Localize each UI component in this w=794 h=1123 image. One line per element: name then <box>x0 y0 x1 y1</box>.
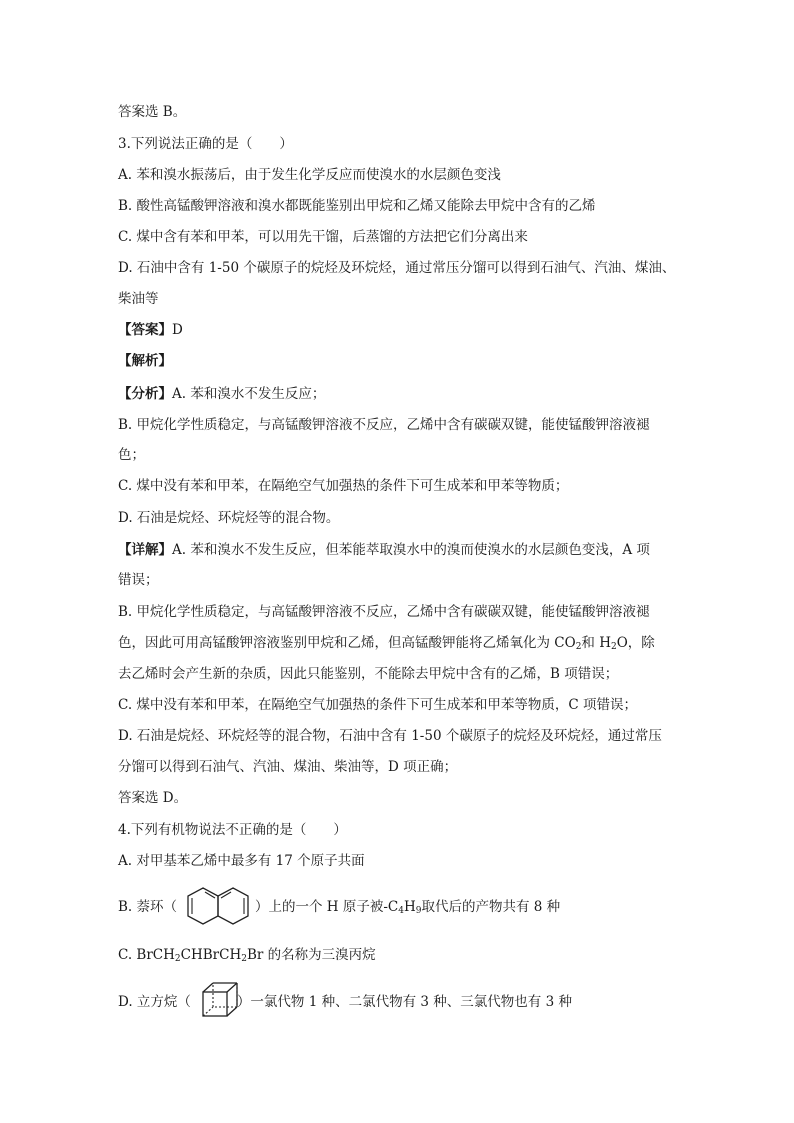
detail-b-line3: 去乙烯时会产生新的杂质，因此只能鉴别，不能除去甲烷中含有的乙烯，B 项错误； <box>118 666 619 682</box>
q4-option-d: D. 立方烷（ ）一氯代物 1 种、二氯代物有 3 种、三氯代物也有 3 种 <box>118 994 572 1010</box>
naphthalene-icon <box>183 882 257 932</box>
cubane-icon <box>197 978 243 1024</box>
fenxi-c: C. 煤中没有苯和甲苯，在隔绝空气加强热的条件下可生成苯和甲苯等物质； <box>118 478 569 494</box>
q3-option-d-line1: D. 石油中含有 1-50 个碳原子的烷烃及环烷烃，通过常压分馏可以得到石油气、汽油、煤油、 <box>118 260 676 276</box>
fenxi-tag: 【分析】 <box>118 386 172 402</box>
detail-a-line2: 错误； <box>118 572 159 588</box>
answer-value: D <box>172 322 183 338</box>
detail-b-line2: 色，因此可用高锰酸钾溶液鉴别甲烷和乙烯，但高锰酸钾能将乙烯氧化为 $CO_2$和 $H_2O$，除 <box>118 635 655 652</box>
detail-a-line1: 【详解】A. 苯和溴水不发生反应，但苯能萃取溴水中的溴而使溴水的水层颜色变浅，A 项 <box>118 542 650 558</box>
detail-d-line2: 分馏可以得到石油气、汽油、煤油、柴油等，D 项正确； <box>118 759 458 775</box>
detail-tag: 【详解】 <box>118 542 172 558</box>
answer-tag: 【答案】 <box>118 322 172 338</box>
q3-option-d-line2: 柴油等 <box>118 291 159 307</box>
q3-answer-line: 答案选 D。 <box>118 790 188 806</box>
detail-d-line1: D. 石油是烷烃、环烷烃等的混合物，石油中含有 1-50 个碳原子的烷烃及环烷烃，通过常压 <box>118 728 662 744</box>
fenxi-b-line1: B. 甲烷化学性质稳定，与高锰酸钾溶液不反应，乙烯中含有碳碳双键，能使锰酸钾溶液褪 <box>118 417 650 433</box>
detail-b-line1: B. 甲烷化学性质稳定，与高锰酸钾溶液不反应，乙烯中含有碳碳双键，能使锰酸钾溶液褪 <box>118 604 650 620</box>
q4-stem: 4.下列有机物说法不正确的是（ ） <box>118 822 347 838</box>
q4-option-a: A. 对甲基苯乙烯中最多有 17 个原子共面 <box>118 853 365 869</box>
q3-stem: 3.下列说法正确的是（ ） <box>118 136 293 152</box>
q2-answer-line: 答案选 B。 <box>118 104 187 120</box>
q3-option-b: B. 酸性高锰酸钾溶液和溴水都既能鉴别出甲烷和乙烯又能除去甲烷中含有的乙烯 <box>118 198 596 214</box>
fenxi-a: 【分析】A. 苯和溴水不发生反应； <box>118 386 326 402</box>
q3-option-c: C. 煤中含有苯和甲苯，可以用先干馏，后蒸馏的方法把它们分离出来 <box>118 229 528 245</box>
fenxi-b-line2: 色； <box>118 447 145 463</box>
analysis-tag: 【解析】 <box>118 353 172 369</box>
q3-answer <box>118 321 183 339</box>
fenxi-d: D. 石油是烷烃、环烷烃等的混合物。 <box>118 510 340 526</box>
q4-option-c: C. BrCH$_2$CHBrCH$_2$Br 的名称为三溴丙烷 <box>118 947 376 964</box>
q3-option-a: A. 苯和溴水振荡后，由于发生化学反应而使溴水的水层颜色变浅 <box>118 167 501 183</box>
q4-option-b: B. 萘环（ ）上的一个 H 原子被$-C_4H_9$取代后的产物共有 8 种 <box>118 899 561 916</box>
detail-c: C. 煤中没有苯和甲苯，在隔绝空气加强热的条件下可生成苯和甲苯等物质，C 项错误； <box>118 697 638 713</box>
